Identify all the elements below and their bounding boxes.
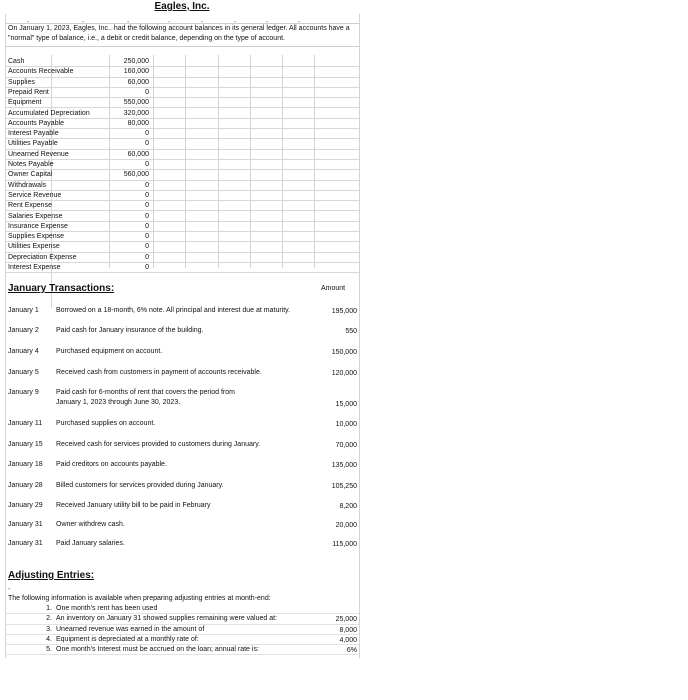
account-name: Supplies Expense [8,233,65,241]
account-name: Equipment [8,99,42,107]
adjustment-value: 8,000 [339,626,357,634]
adjustment-text: One month's rent has been used [56,605,158,612]
transaction-amount: 105,250 [331,483,357,490]
account-name: Owner Capital [8,171,53,179]
transaction-amount: 150,000 [331,349,357,356]
transaction-description: Received cash for services provided to customers during January. [56,441,261,448]
account-name: Service Revenue [8,191,62,199]
adjustment-value: 6% [346,647,357,655]
account-name: Depreciation Expense [8,253,77,261]
transaction-amount: 120,000 [331,370,357,377]
adjustment-number: 4. [46,635,52,643]
transaction-description: Paid creditors on accounts payable. [56,461,167,468]
account-name: Cash [8,58,25,65]
account-balance: 0 [145,243,149,251]
adjustment-text: An inventory on January 31 showed supplies remaining were valued at: [56,615,278,623]
company-title: Eagles, Inc. [154,1,210,12]
account-balance: 80,000 [127,119,149,127]
transaction-description: Purchased equipment on account. [56,348,163,355]
transaction-description: Paid cash for January insurance of the building. [56,327,204,334]
transaction-description: Received cash from customers in payment of accounts receivable. [56,369,262,376]
transaction-amount: 115,000 [332,541,357,548]
cell-dash: - [168,19,171,26]
account-balance: 0 [145,202,149,210]
account-name: Prepaid Rent [8,88,49,96]
transactions-heading: January Transactions: [8,283,115,294]
transaction-description-line2: January 1, 2023 through June 30, 2023. [56,399,181,406]
account-balance: 0 [145,181,149,189]
transaction-date: January 31 [8,521,43,528]
cell-dash: - [234,19,237,26]
cell-dash: - [82,19,85,26]
transaction-description: Billed customers for services provided during January. [56,482,224,489]
transaction-amount: 8,200 [339,503,357,510]
transaction-date: January 28 [8,482,43,489]
account-balance: 0 [145,253,149,261]
transaction-date: January 18 [8,461,43,468]
account-balance: 250,000 [123,58,149,65]
cell-dash: - [201,19,204,26]
account-name: Accumulated Depreciation [8,109,90,117]
transaction-description: Purchased supplies on account. [56,420,156,427]
grid-line [359,14,360,658]
cell-dash: - [127,19,130,26]
transaction-date: January 4 [8,348,39,355]
cell-dash: - [266,19,269,26]
account-balance: 60,000 [127,78,149,86]
account-balance: 0 [145,212,149,220]
cell-dash: - [27,19,30,26]
transaction-description: Owner withdrew cash. [56,521,125,528]
transaction-description: Paid cash for 6-months of rent that covers the period from [56,389,235,396]
transaction-date: January 31 [8,540,43,547]
account-name: Utilities Expense [8,243,60,251]
transaction-amount: 20,000 [335,522,357,529]
account-name: Utilities Payable [8,140,58,148]
adjusting-heading: Adjusting Entries: [8,570,95,581]
transaction-amount: 195,000 [331,308,357,315]
transaction-amount: 135,000 [331,462,357,469]
account-name: Supplies [8,78,35,86]
transaction-date: January 15 [8,441,43,448]
account-balance: 0 [145,130,149,138]
adjustment-text: One month's Interest must be accrued on the loan; annual rate is: [56,646,259,654]
transaction-description: Received January utility bill to be paid in February [56,502,211,509]
adjustment-value: 4,000 [339,636,357,644]
account-balance: 560,000 [123,171,149,179]
account-name: Notes Payable [8,161,54,168]
adjustment-number: 3. [46,625,52,633]
account-name: Interest Expense [8,264,61,271]
adjustment-text: Equipment is depreciated at a monthly rate of: [56,635,199,643]
transaction-amount: 70,000 [335,442,357,449]
intro-text: On January 1, 2023, Eagles, Inc.. had the following account balances in its general ledger. All accounts have a "normal" type of balance, i.e., a debit or credit balance, depending on the type of account. [8,25,350,42]
account-balance: 0 [145,140,149,148]
transaction-amount: 15,000 [335,401,357,408]
account-balance: 0 [145,233,149,241]
adjusting-intro: The following information is available when preparing adjusting entries at month-end: [8,595,271,602]
transaction-date: January 29 [8,502,43,509]
spreadsheet [5,0,359,658]
transaction-date: January 1 [8,307,39,314]
adjustment-number: 2. [46,615,52,623]
adjustment-number: 5. [46,646,52,654]
transaction-date: January 5 [8,369,39,376]
account-balance: 320,000 [123,109,149,117]
account-balance: 0 [145,161,149,168]
transaction-date: January 11 [8,420,43,427]
account-balance: 550,000 [123,99,149,107]
adjustment-number: 1. [46,605,52,612]
transaction-date: January 9 [8,389,39,396]
account-name: Rent Expense [8,202,52,210]
cell-dash: - [8,586,11,593]
account-name: Salaries Expense [8,212,63,220]
transaction-description: Paid January salaries. [56,540,125,547]
account-name: Unearned Revenue [8,150,69,158]
account-balance: 0 [145,88,149,96]
account-name: Withdrawals [8,181,47,189]
account-balance: 160,000 [123,68,149,76]
transaction-amount: 10,000 [335,421,357,428]
account-balance: 0 [145,264,149,271]
account-balance: 0 [145,191,149,199]
account-balance: 60,000 [127,150,149,158]
account-name: Accounts Payable [8,119,65,127]
amount-heading: Amount [321,285,346,292]
transaction-description: Borrowed on a 18-month, 6% note. All principal and interest due at maturity. [56,307,291,314]
transaction-amount: 550 [345,328,357,335]
account-name: Insurance Expense [8,222,68,230]
adjustment-value: 25,000 [335,616,357,624]
transaction-date: January 2 [8,327,39,334]
account-name: Accounts Receivable [8,68,74,76]
cell-dash: - [298,19,301,26]
adjustment-text: Unearned revenue was earned in the amount of [56,625,205,633]
account-balance: 0 [145,222,149,230]
account-name: Interest Payable [8,130,59,138]
